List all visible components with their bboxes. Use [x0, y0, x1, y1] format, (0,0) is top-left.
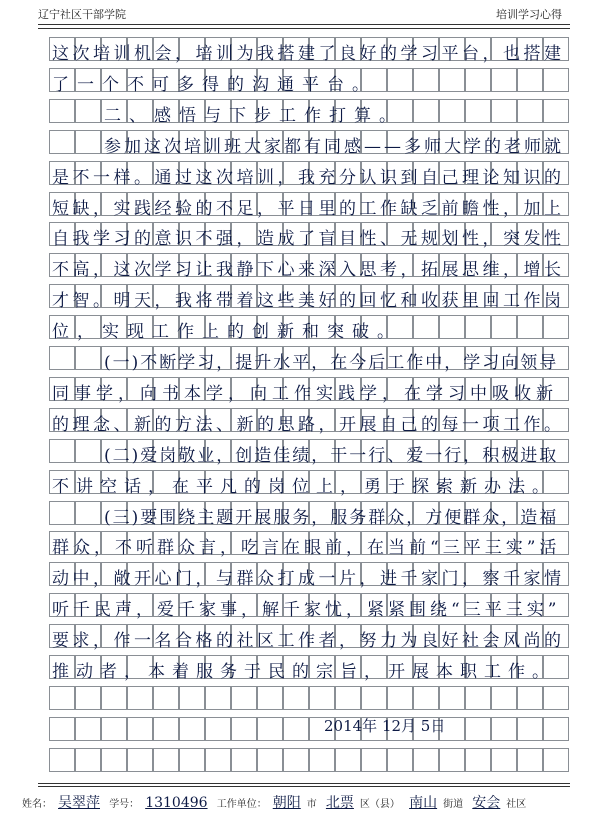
grid-cell: [517, 315, 543, 339]
header-rule-top: [38, 24, 570, 25]
grid-row: [49, 717, 569, 741]
handwritten-line: 同事学，向书本学，向工作实践学，在学习中吸收新: [52, 384, 558, 404]
grid-cell: [153, 686, 179, 710]
grid-row: [49, 501, 569, 528]
grid-row: [49, 655, 569, 682]
grid-row: [49, 408, 569, 435]
handwritten-line: 的理念、新的方法、新的思路，开展自己的每一项工作。: [52, 415, 565, 435]
footer-rule-top: [38, 783, 570, 784]
grid-cell: [153, 748, 179, 772]
student-id-value: 1310496: [145, 795, 208, 811]
grid-cell: [231, 717, 257, 741]
grid-cell: [517, 717, 543, 741]
grid-row: [49, 686, 569, 710]
name-value: 吴翠萍: [58, 795, 100, 811]
grid-row: [49, 470, 569, 497]
grid-cell: [205, 717, 231, 741]
handwritten-line: 短缺，实践经验的不足，平日里的工作缺乏前瞻性，加上: [52, 199, 565, 219]
grid-row: [49, 377, 569, 404]
grid-cell: [205, 686, 231, 710]
grid-cell: [439, 748, 465, 772]
grid-cell: [75, 130, 101, 154]
handwritten-line: 要求，作一名合格的社区工作者，努力为良好社会风尚的: [52, 631, 565, 651]
grid-cell: [179, 717, 205, 741]
grid-cell: [413, 315, 439, 339]
grid-cell: [413, 68, 439, 92]
grid-cell: [413, 748, 439, 772]
grid-cell: [75, 748, 101, 772]
grid-cell: [517, 686, 543, 710]
handwritten-line: 二、感悟与下步工作打算。: [104, 106, 404, 126]
grid-row: [49, 562, 569, 589]
grid-cell: [257, 748, 283, 772]
grid-cell: [75, 501, 101, 525]
name-label: 姓名：: [22, 799, 52, 810]
footer-info: [20, 792, 528, 812]
grid-cell: [75, 686, 101, 710]
grid-cell: [491, 315, 517, 339]
grid-cell: [465, 686, 491, 710]
grid-row: [49, 624, 569, 651]
grid-cell: [465, 68, 491, 92]
grid-cell: [127, 717, 153, 741]
grid-cell: [101, 748, 127, 772]
grid-row: [49, 531, 569, 558]
handwritten-line: 动中，敞开心门，与群众打成一片，进千家门，察千家情: [52, 569, 565, 589]
grid-cell: [335, 686, 361, 710]
handwritten-line: (二)爱岗敬业，创造佳绩，干一行、爱一行，积极进取: [104, 446, 559, 466]
grid-cell: [439, 68, 465, 92]
grid-row: [49, 315, 569, 342]
grid-cell: [543, 748, 569, 772]
grid-cell: [517, 68, 543, 92]
district-suffix: 区（县）: [359, 799, 400, 810]
grid-cell: [439, 686, 465, 710]
grid-cell: [257, 686, 283, 710]
grid-cell: [231, 686, 257, 710]
grid-cell: [465, 717, 491, 741]
grid-cell: [205, 748, 231, 772]
grid-cell: [127, 686, 153, 710]
grid-cell: [465, 99, 491, 123]
grid-cell: [361, 686, 387, 710]
grid-cell: [439, 315, 465, 339]
header-left-title: 辽宁社区干部学院: [38, 8, 126, 21]
grid-cell: [231, 748, 257, 772]
grid-cell: [335, 748, 361, 772]
grid-cell: [465, 315, 491, 339]
grid-row: [49, 593, 569, 620]
grid-cell: [543, 717, 569, 741]
grid-row: [49, 37, 569, 64]
footer-rule-bottom: [38, 786, 570, 787]
grid-cell: [49, 501, 75, 525]
handwritten-line: 位，实现工作上的创新和突破。: [52, 322, 402, 342]
grid-cell: [179, 748, 205, 772]
handwritten-line: 听千民声，爱千家事，解千家忧，紧紧围绕“三平三实”: [52, 600, 561, 620]
grid-cell: [49, 439, 75, 463]
grid-row: [49, 68, 569, 95]
grid-cell: [439, 99, 465, 123]
header-right-title: 培训学习心得: [496, 8, 562, 21]
grid-cell: [543, 68, 569, 92]
district-value: 北票: [325, 795, 354, 811]
grid-cell: [543, 99, 569, 123]
handwritten-line: (一)不断学习，提升水平，在今后工作中，学习向领导: [104, 353, 559, 373]
grid-cell: [309, 748, 335, 772]
grid-cell: [101, 686, 127, 710]
handwritten-line: 这次培训机会，培训为我搭建了良好的学习平台，也搭建: [52, 44, 565, 64]
grid-cell: [491, 717, 517, 741]
student-id-label: 学号：: [109, 799, 140, 810]
grid-cell: [517, 99, 543, 123]
grid-cell: [491, 99, 517, 123]
grid-row: [49, 130, 569, 157]
grid-cell: [49, 99, 75, 123]
grid-row: [49, 99, 569, 126]
grid-cell: [283, 686, 309, 710]
handwritten-line: (三)要围绕主题开展服务，服务群众，方便群众，造福: [104, 508, 559, 528]
handwritten-line: 推动者，本着服务于民的宗旨，开展本职工作。: [52, 662, 556, 682]
city-suffix: 市: [306, 799, 317, 810]
grid-row: [49, 253, 569, 280]
grid-cell: [413, 686, 439, 710]
grid-cell: [491, 748, 517, 772]
grid-cell: [49, 346, 75, 370]
grid-cell: [49, 130, 75, 154]
grid-row: [49, 222, 569, 249]
grid-cell: [257, 717, 283, 741]
grid-cell: [413, 99, 439, 123]
grid-row: [49, 161, 569, 188]
grid-cell: [75, 346, 101, 370]
grid-cell: [153, 717, 179, 741]
handwritten-line: 群众，不听群众言，吃言在眼前，在当前“三平三实”活: [52, 538, 561, 558]
handwritten-line: 不讲空话，在平凡的岗位上，勇于探索新办法。: [52, 477, 556, 497]
grid-cell: [49, 717, 75, 741]
grid-cell: [75, 717, 101, 741]
work-unit-label: 工作单位：: [216, 799, 267, 810]
grid-cell: [283, 748, 309, 772]
handwritten-line: 是不一样。通过这次培训，我充分认识到自己理论知识的: [52, 168, 565, 188]
grid-cell: [179, 686, 205, 710]
grid-cell: [361, 748, 387, 772]
grid-cell: [387, 686, 413, 710]
grid-cell: [49, 686, 75, 710]
grid-row: [49, 346, 569, 373]
grid-cell: [49, 748, 75, 772]
grid-cell: [387, 68, 413, 92]
grid-row: [49, 439, 569, 466]
grid-cell: [491, 68, 517, 92]
grid-cell: [75, 439, 101, 463]
handwritten-line: 自我学习的意识不强，造成了盲目性、无规划性，突发性: [52, 229, 565, 249]
grid-paper: [49, 37, 569, 779]
header-rule-bottom: [38, 28, 570, 29]
grid-cell: [543, 686, 569, 710]
signature-date: 2014年 12月 5日: [324, 717, 446, 735]
grid-cell: [491, 686, 517, 710]
grid-row: [49, 748, 569, 772]
handwritten-line: 才智。明天，我将带着这些美好的回忆和收获里回工作岗: [52, 291, 565, 311]
grid-row: [49, 284, 569, 311]
grid-cell: [387, 748, 413, 772]
street-value: 南山: [409, 795, 438, 811]
community-suffix: 社区: [506, 799, 527, 810]
grid-cell: [465, 748, 491, 772]
grid-cell: [101, 717, 127, 741]
grid-cell: [283, 717, 309, 741]
grid-cell: [517, 748, 543, 772]
street-suffix: 街道: [443, 799, 464, 810]
community-value: 安会: [472, 795, 501, 811]
grid-cell: [127, 748, 153, 772]
handwritten-line: 不高，这次学习让我静下心来深入思考，拓展思维，增长: [52, 260, 565, 280]
city-value: 朝阳: [272, 795, 301, 811]
grid-cell: [309, 686, 335, 710]
handwritten-line: 了一个不可多得的沟通平台。: [52, 75, 377, 95]
grid-cell: [75, 99, 101, 123]
grid-row: [49, 192, 569, 219]
grid-cell: [543, 315, 569, 339]
handwritten-line: 参加这次培训班大家都有同感——多师大学的老师就: [104, 137, 564, 157]
